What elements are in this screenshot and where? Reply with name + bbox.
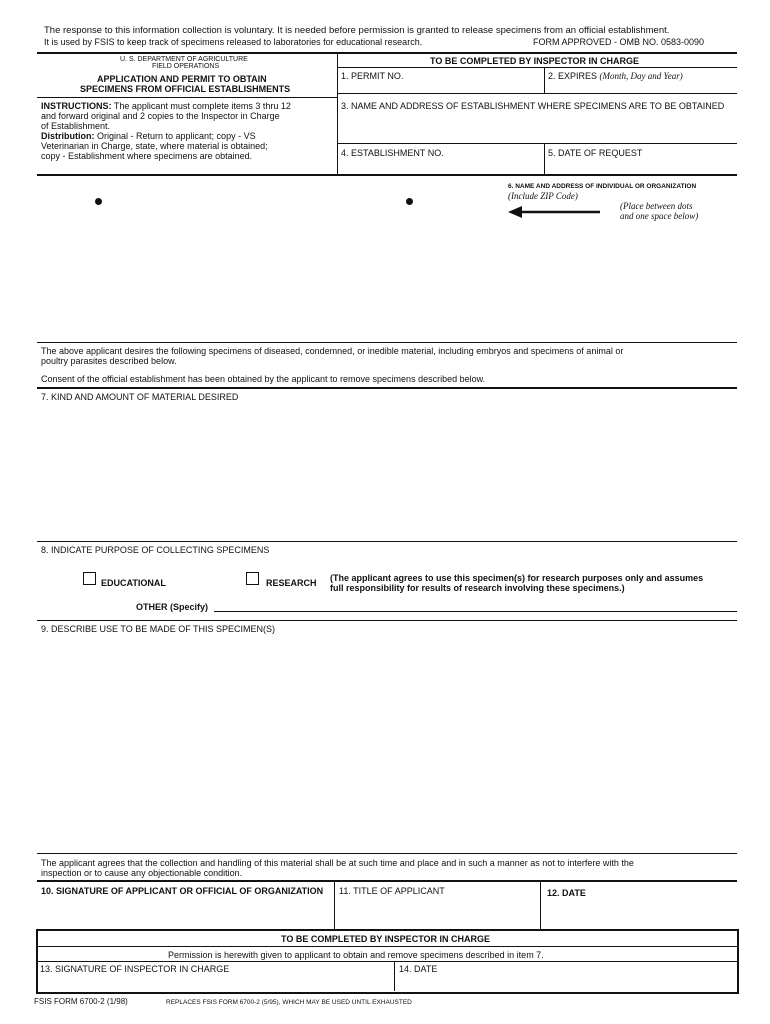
field-applicant-date[interactable]: 12. DATE bbox=[547, 888, 586, 898]
field-applicant-title[interactable]: 11. TITLE OF APPLICANT bbox=[339, 886, 445, 896]
distribution-label: Distribution: bbox=[41, 131, 95, 141]
distribution-line-3: copy - Establishment where specimens are obtained. bbox=[41, 151, 253, 161]
agreement-line-2: inspection or to cause any objectionable condition. bbox=[41, 868, 243, 878]
instructions-line-2: and forward original and 2 copies to the Inspector in Charge bbox=[41, 111, 280, 121]
field-establishment-name-address[interactable]: 3. NAME AND ADDRESS OF ESTABLISHMENT WHERE SPECIMENS ARE TO BE OBTAINED bbox=[341, 101, 725, 111]
instructions-label: INSTRUCTIONS: bbox=[41, 101, 112, 111]
inspector-heading-rule-bottom bbox=[38, 946, 737, 947]
statement-line-1: The above applicant desires the following specimens of diseased, condemned, or inedible material, including embryos and specimens of animal or bbox=[41, 346, 624, 356]
distribution-line-1: Original - Return to applicant; copy - VS bbox=[94, 131, 256, 141]
consent-statement: Consent of the official establishment has been obtained by the applicant to remove specimens described below. bbox=[41, 374, 486, 384]
establishment-row-rule bbox=[337, 143, 737, 144]
title-rule bbox=[37, 97, 337, 98]
research-label: RESEARCH bbox=[266, 578, 317, 588]
notice-line-2: It is used by FSIS to keep track of specimens released to laboratories for educational research. bbox=[44, 37, 423, 47]
field-date-of-request[interactable]: 5. DATE OF REQUEST bbox=[548, 148, 643, 158]
field-6-zip-hint: (Include ZIP Code) bbox=[508, 191, 578, 201]
field-specimen-use[interactable]: 9. DESCRIBE USE TO BE MADE OF THIS SPECIMEN(S) bbox=[41, 624, 276, 634]
field-establishment-no[interactable]: 4. ESTABLISHMENT NO. bbox=[341, 148, 444, 158]
signature-top-rule bbox=[37, 880, 737, 882]
other-specify-label: OTHER (Specify) bbox=[136, 602, 209, 612]
research-note-line-2: full responsibility for results of research involving these specimens.) bbox=[330, 583, 625, 593]
instructions-line-3: of Establishment. bbox=[41, 121, 111, 131]
research-note-line-1: (The applicant agrees to use this specimen(s) for research purposes only and assumes bbox=[330, 573, 704, 583]
item7-top-rule bbox=[37, 387, 737, 389]
agreement-top-rule bbox=[37, 853, 737, 854]
inspector-heading-bottom: TO BE COMPLETED BY INSPECTOR IN CHARGE bbox=[281, 934, 491, 944]
field-expires-label: 2. EXPIRES bbox=[548, 71, 598, 81]
form-number: FSIS FORM 6700-2 (1/98) bbox=[34, 997, 128, 1006]
sig-divider-1 bbox=[334, 881, 335, 929]
place-hint-line-1: (Place between dots bbox=[620, 201, 693, 211]
permission-statement: Permission is herewith given to applicant to obtain and remove specimens described in item 7. bbox=[168, 950, 544, 960]
field-applicant-name-address[interactable]: 6. NAME AND ADDRESS OF INDIVIDUAL OR ORGANIZATION bbox=[508, 183, 697, 190]
distribution-line-2: Veterinarian in Charge, state, where material is obtained; bbox=[41, 141, 268, 151]
field-purpose-label: 8. INDICATE PURPOSE OF COLLECTING SPECIMENS bbox=[41, 545, 270, 555]
field-permit-no[interactable]: 1. PERMIT NO. bbox=[341, 71, 404, 81]
educational-checkbox[interactable] bbox=[83, 572, 96, 585]
field-expires[interactable] bbox=[548, 71, 683, 81]
form-title-line-2: SPECIMENS FROM OFFICIAL ESTABLISHMENTS bbox=[80, 84, 291, 94]
address-dot-right bbox=[406, 198, 413, 205]
department-name: U. S. DEPARTMENT OF AGRICULTURE bbox=[120, 56, 248, 63]
field-inspector-date[interactable]: 14. DATE bbox=[399, 964, 438, 974]
estno-date-divider bbox=[544, 143, 545, 175]
address-dot-left bbox=[95, 198, 102, 205]
replaces-note: REPLACES FSIS FORM 6700-2 (5/95), WHICH MAY BE USED UNTIL EXHAUSTED bbox=[166, 999, 412, 1006]
field-material-desired[interactable]: 7. KIND AND AMOUNT OF MATERIAL DESIRED bbox=[41, 392, 239, 402]
instructions bbox=[41, 101, 335, 161]
permit-expires-divider bbox=[544, 67, 545, 93]
header-divider bbox=[337, 53, 338, 175]
research-checkbox[interactable] bbox=[246, 572, 259, 585]
statement-top-rule bbox=[37, 342, 737, 343]
permit-row-rule bbox=[337, 93, 737, 94]
arrow-left-icon bbox=[508, 205, 600, 219]
field-applicant-signature[interactable]: 10. SIGNATURE OF APPLICANT OR OFFICIAL OF ORGANIZATION bbox=[41, 886, 324, 896]
place-hint-line-2: and one space below) bbox=[620, 211, 699, 221]
item9-top-rule bbox=[37, 620, 737, 621]
instructions-line-1: The applicant must complete items 3 thru 12 bbox=[111, 101, 291, 111]
sig-divider-2 bbox=[540, 881, 541, 929]
permission-rule bbox=[38, 961, 737, 962]
omb-number: FORM APPROVED - OMB NO. 0583-0090 bbox=[533, 37, 705, 47]
notice-line-1: The response to this information collection is voluntary. It is needed before permission is granted to release specimens from an official establishment. bbox=[44, 25, 670, 36]
educational-label: EDUCATIONAL bbox=[101, 578, 166, 588]
inspector-heading-rule bbox=[337, 67, 737, 68]
other-specify-input[interactable] bbox=[214, 611, 737, 612]
inspector-heading-top: TO BE COMPLETED BY INSPECTOR IN CHARGE bbox=[430, 56, 640, 66]
form-title-line-1: APPLICATION AND PERMIT TO OBTAIN bbox=[97, 74, 267, 84]
header-top-rule bbox=[37, 52, 737, 54]
field-expires-hint: (Month, Day and Year) bbox=[599, 71, 683, 81]
agreement-line-1: The applicant agrees that the collection and handling of this material shall be at such time and place and in such a manner as not to interfere with the bbox=[41, 858, 634, 868]
statement-line-2: poultry parasites described below. bbox=[41, 356, 177, 366]
header-bottom-rule bbox=[37, 174, 737, 176]
office-name: FIELD OPERATIONS bbox=[152, 63, 220, 70]
item8-top-rule bbox=[37, 541, 737, 542]
field-inspector-signature[interactable]: 13. SIGNATURE OF INSPECTOR IN CHARGE bbox=[40, 964, 230, 974]
inspector-divider bbox=[394, 961, 395, 991]
